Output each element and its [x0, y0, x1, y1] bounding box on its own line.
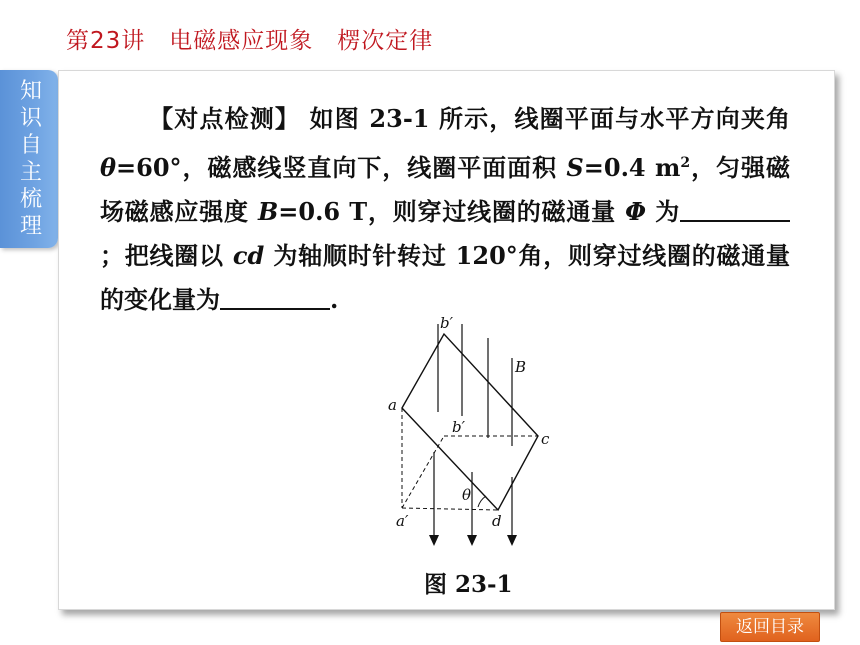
- label-b-prime-top: b′: [440, 314, 454, 332]
- label-d: d: [492, 512, 502, 530]
- back-to-contents-button[interactable]: 返回目录: [720, 612, 820, 642]
- lecture-title: 第23讲 电磁感应现象 楞次定律: [66, 28, 434, 54]
- label-b-prime-mid: b′: [452, 418, 466, 436]
- label-a: a: [388, 396, 397, 414]
- answer-blank-2: [220, 282, 330, 310]
- label-theta: θ: [462, 486, 472, 504]
- answer-blank-1: [680, 194, 790, 222]
- coil-diagram: [380, 312, 570, 552]
- problem-text: 【对点检测】 如图 23-1 所示，线圈平面与水平方向夹角 θ=60°，磁感线竖直向下，线圈平面面积 S=0.4 $m^2$，匀强磁场磁感应强度 B=0.6 T，则穿过线圈的磁通量 Φ 为；把线圈以 cd 为轴顺时针转过 120°角，则穿过线圈的磁通量的变化量为 .: [100, 104, 791, 314]
- section-tab-label[interactable]: 知识自主梳理: [19, 79, 42, 239]
- label-c: c: [541, 430, 550, 448]
- problem-tag: 【对点检测】: [148, 104, 301, 133]
- label-b-field: B: [515, 358, 527, 376]
- figure-caption: 图 23-1: [424, 571, 513, 598]
- label-a-prime: a′: [396, 512, 409, 530]
